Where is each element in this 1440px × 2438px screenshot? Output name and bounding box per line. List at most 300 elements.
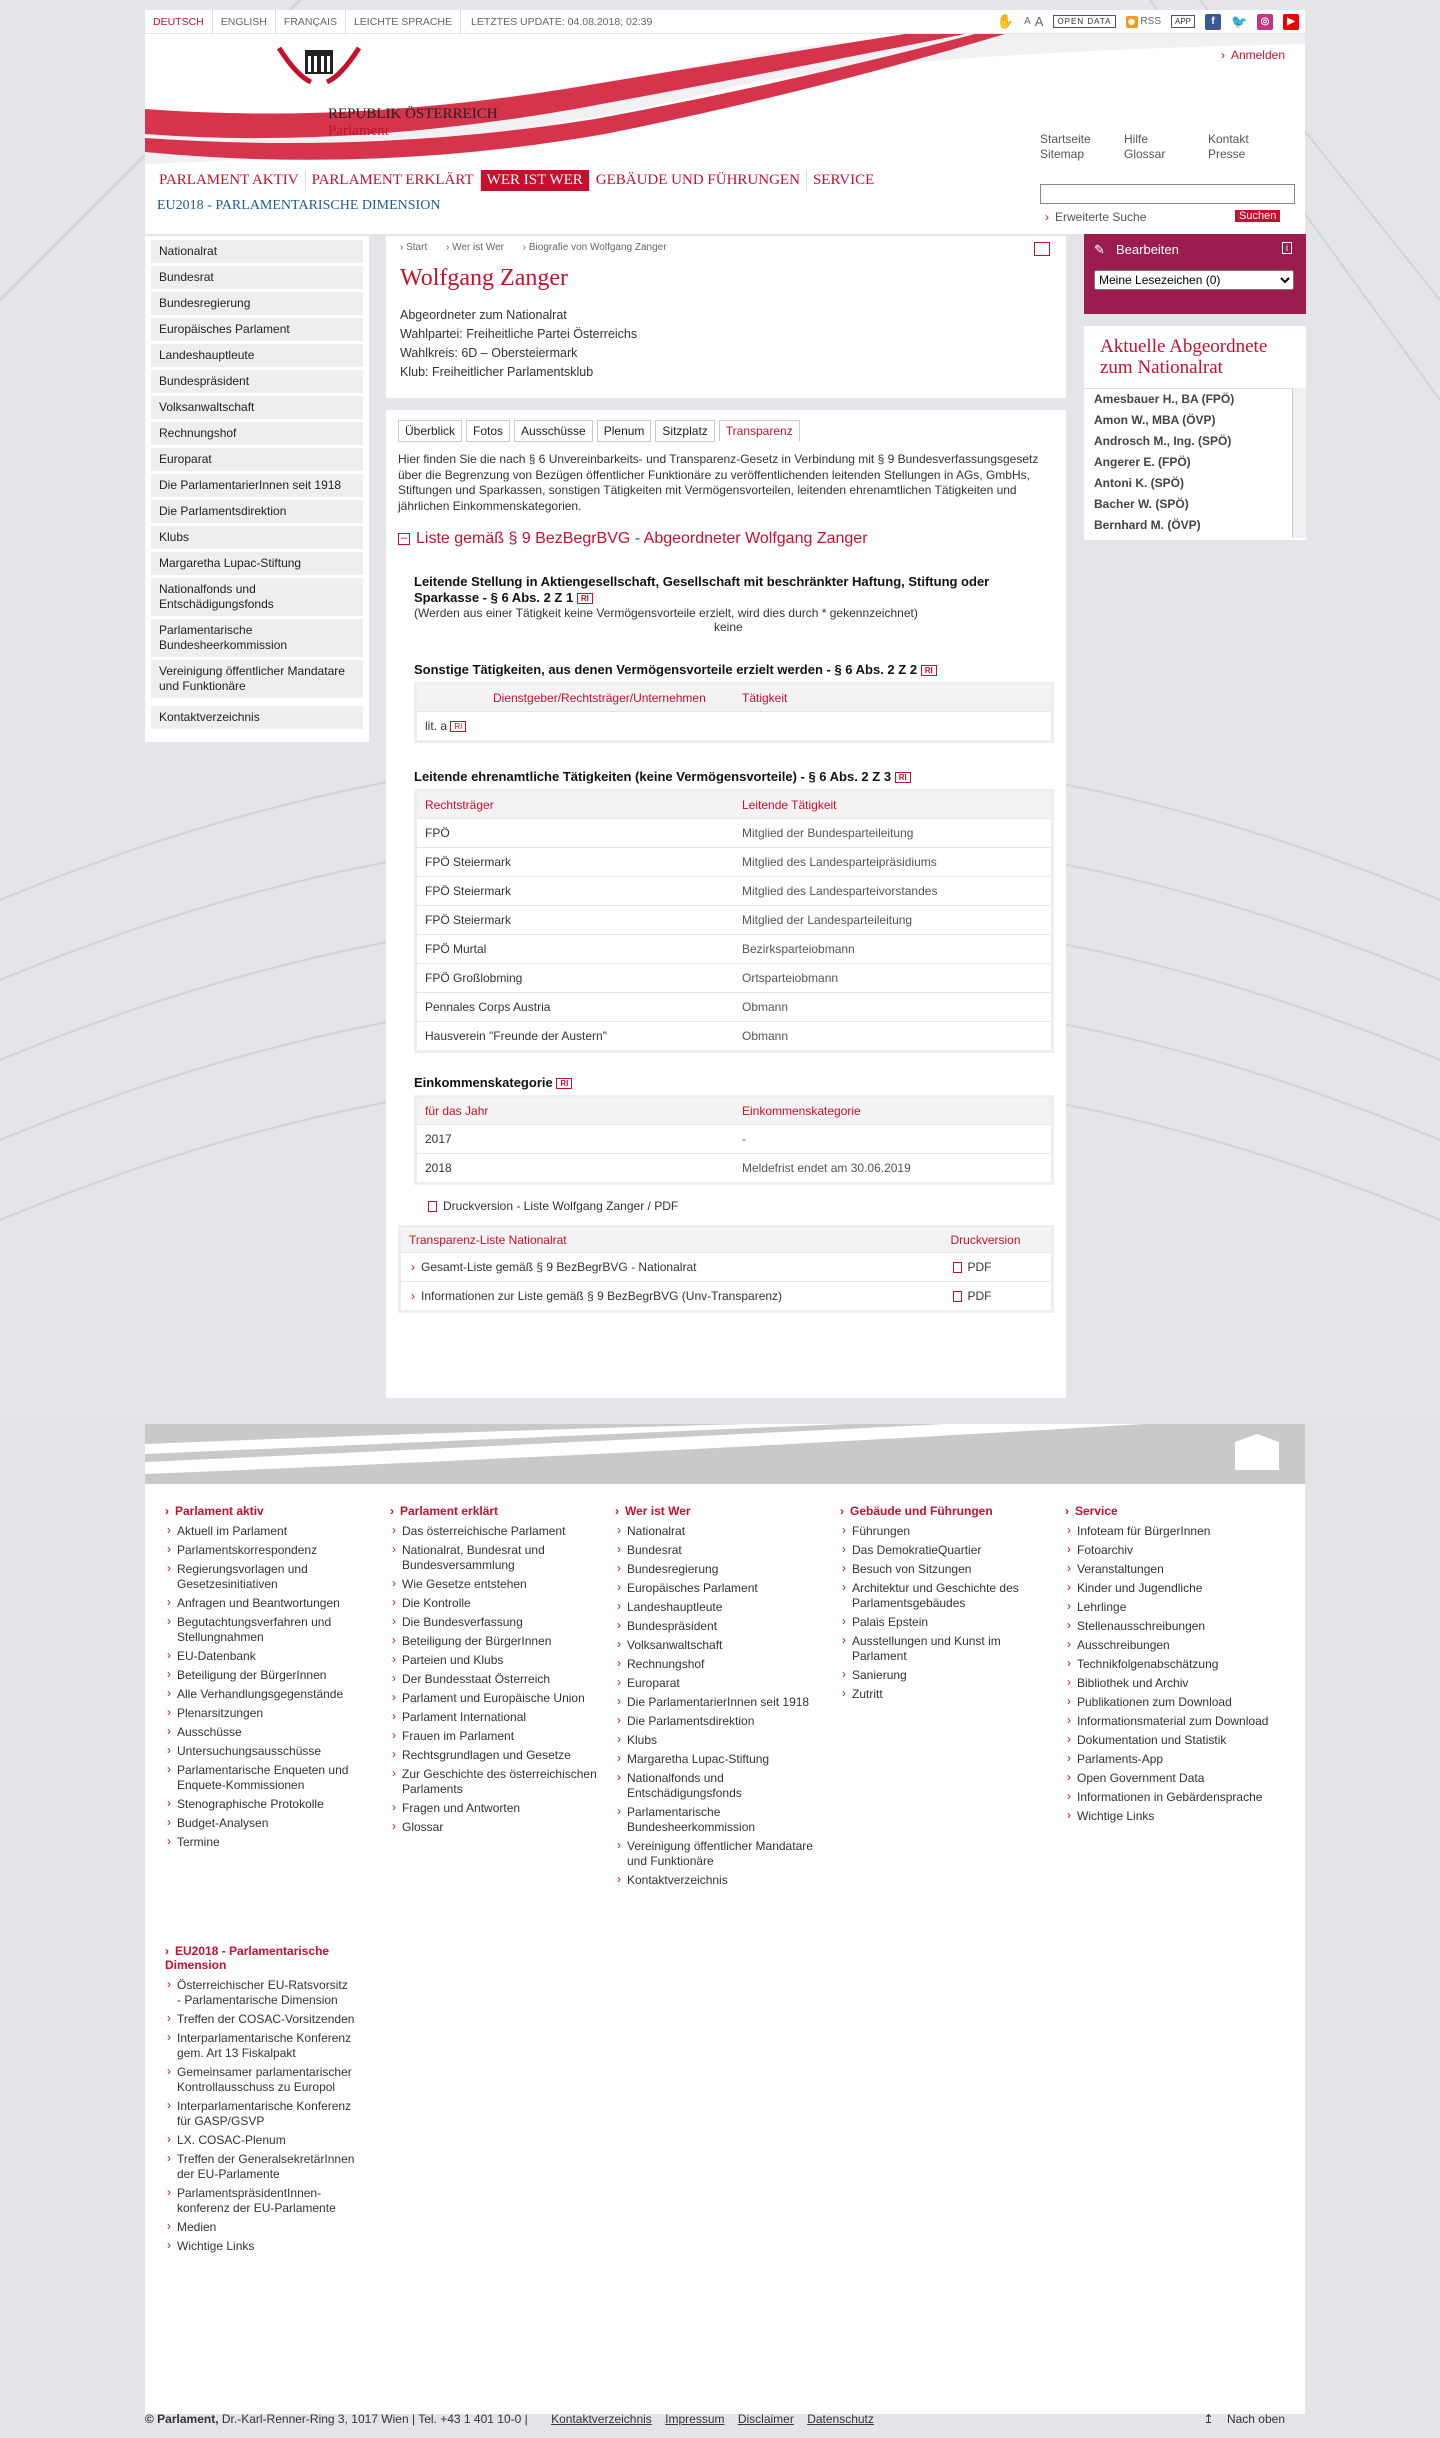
- footer: [145, 1424, 1305, 2414]
- footer-column: [165, 1504, 375, 1854]
- footer-link[interactable]: › Fotoarchiv: [1065, 1543, 1275, 1558]
- footer-link[interactable]: › Bundespräsident: [615, 1619, 825, 1634]
- parliament-logo-icon: [277, 42, 361, 86]
- sec3-title: Leitende ehrenamtliche Tätigkeiten (keine Vermögensvorteile) - § 6 Abs. 2 Z 3: [414, 769, 892, 784]
- pdf-label: PDF: [967, 1289, 992, 1303]
- income-category: Meldefrist endet am 30.06.2019: [734, 1154, 1053, 1184]
- footer-link[interactable]: › Parteien und Klubs: [390, 1653, 600, 1668]
- law-link-icon[interactable]: RI: [556, 1078, 572, 1089]
- footer-link[interactable]: › Glossar: [390, 1820, 600, 1835]
- footer-link[interactable]: › Volksanwaltschaft: [615, 1638, 825, 1653]
- law-link-icon[interactable]: RI: [450, 721, 466, 732]
- facebook-icon[interactable]: f: [1205, 14, 1221, 30]
- sidebar-item[interactable]: Europarat: [151, 448, 363, 471]
- footer-column-heading[interactable]: [615, 1504, 825, 1518]
- main-nav: [153, 170, 880, 191]
- footer-column-heading[interactable]: [165, 1944, 355, 1972]
- copyright-text: © Parlament,: [145, 2412, 219, 2426]
- transparency-row-link[interactable]: [400, 1282, 943, 1312]
- open-data-button[interactable]: OPEN DATA: [1053, 15, 1115, 28]
- col-header: Tätigkeit: [734, 684, 1053, 712]
- arrow-up-icon: ↥: [1203, 2412, 1214, 2426]
- footer-link[interactable]: › Beteiligung der BürgerInnen: [390, 1634, 600, 1649]
- col-header: Rechtsträger: [416, 791, 735, 819]
- member-item[interactable]: Bacher W. (SPÖ): [1094, 497, 1189, 511]
- header-links: [1040, 132, 1292, 162]
- chevron-right-icon: ›: [1220, 48, 1225, 62]
- search-input[interactable]: [1040, 184, 1295, 204]
- rss-link[interactable]: [1126, 15, 1161, 28]
- footer-link[interactable]: › Gemeinsamer parlamentarischer Kontrollausschuss zu Europol: [165, 2065, 355, 2095]
- chevron-right-icon: ›: [615, 1504, 619, 1518]
- link-presse[interactable]: Presse: [1208, 147, 1246, 161]
- footer-heading-label: Service: [1075, 1504, 1118, 1518]
- sec3-table: [414, 789, 1054, 1053]
- footer-link[interactable]: › Parlamentarische Enqueten und Enquete-Kommissionen: [165, 1763, 375, 1793]
- footer-link[interactable]: › Parlamentarische Bundesheerkommission: [615, 1805, 825, 1835]
- table-row: [416, 1154, 1053, 1184]
- section-ehrenamtliche: [414, 769, 1054, 1053]
- advanced-search-link[interactable]: [1045, 210, 1146, 224]
- person-district: Wahlkreis: 6D – Obersteiermark: [400, 346, 578, 360]
- table-row: [416, 712, 1053, 742]
- list-title: Liste gemäß § 9 BezBegrBVG - Abgeordneter Wolfgang Zanger: [416, 530, 868, 547]
- footer-link[interactable]: › Informationsmaterial zum Download: [1065, 1714, 1275, 1729]
- rechtstraeger: FPÖ Großlobming: [416, 964, 735, 993]
- font-small-button[interactable]: A: [1024, 16, 1031, 27]
- bookmarks-panel: [1084, 234, 1306, 314]
- footer-link[interactable]: › Fragen und Antworten: [390, 1801, 600, 1816]
- breadcrumb-current: › Biografie von Wolfgang Zanger: [522, 242, 667, 253]
- row-label: Informationen zur Liste gemäß § 9 BezBegrBVG (Unv-Transparenz): [421, 1289, 783, 1303]
- breadcrumb-start[interactable]: › Start: [400, 242, 428, 253]
- table-row: [416, 935, 1053, 964]
- breadcrumb: [400, 242, 1052, 253]
- footer-link[interactable]: › Rechtsgrundlagen und Gesetze: [390, 1748, 600, 1763]
- person-header-card: [386, 236, 1066, 398]
- sidebar-item[interactable]: Margaretha Lupac-Stiftung: [151, 552, 363, 575]
- rechtstraeger: Pennales Corps Austria: [416, 993, 735, 1022]
- instagram-icon[interactable]: ◎: [1257, 14, 1273, 30]
- footer-bottom-bar: [145, 2412, 1305, 2426]
- taetigkeit: Mitglied des Landesparteipräsidiums: [734, 848, 1053, 877]
- edit-label: Bearbeiten: [1116, 242, 1179, 257]
- footer-link[interactable]: › Beteiligung der BürgerInnen: [165, 1668, 375, 1683]
- footer-column-heading[interactable]: [840, 1504, 1050, 1518]
- footer-link[interactable]: › Technikfolgenabschätzung: [1065, 1657, 1275, 1672]
- footer-link[interactable]: › Interparlamentarische Konferenz für GASP/GSVP: [165, 2099, 355, 2129]
- footer-link[interactable]: › Medien: [165, 2220, 355, 2235]
- footer-link[interactable]: › Treffen der GeneralsekretärInnen der EU-Parlamente: [165, 2152, 355, 2182]
- footer-link[interactable]: › Österreichischer EU-Ratsvorsitz - Parlamentarische Dimension: [165, 1978, 355, 2008]
- law-link-icon[interactable]: RI: [895, 772, 911, 783]
- logo-line-parlament: Parlament: [328, 123, 389, 139]
- main-navigation-area: [145, 164, 1305, 234]
- footer-heading-label: Gebäude und Führungen: [850, 1504, 993, 1518]
- link-glossar[interactable]: Glossar: [1124, 147, 1166, 161]
- footer-link[interactable]: › Termine: [165, 1835, 375, 1850]
- link-disclaimer[interactable]: Disclaimer: [737, 2412, 794, 2426]
- footer-link[interactable]: › Alle Verhandlungsgegenstände: [165, 1687, 375, 1702]
- sidebar-item[interactable]: Volksanwaltschaft: [151, 396, 363, 419]
- nav-parlament-aktiv[interactable]: PARLAMENT AKTIV: [153, 170, 306, 191]
- footer-link[interactable]: › Rechnungshof: [615, 1657, 825, 1672]
- footer-link[interactable]: › Europarat: [615, 1676, 825, 1691]
- app-button[interactable]: APP: [1171, 15, 1195, 28]
- sidebar-item[interactable]: Nationalfonds und Entschädigungsfonds: [151, 578, 363, 616]
- table-row: [416, 848, 1053, 877]
- footer-link[interactable]: › Stellenausschreibungen: [1065, 1619, 1275, 1634]
- breadcrumb-wer-ist-wer[interactable]: › Wer ist Wer: [446, 242, 504, 253]
- sign-language-icon[interactable]: ✋: [996, 13, 1015, 29]
- edit-button[interactable]: [1084, 234, 1306, 265]
- footer-link[interactable]: › Margaretha Lupac-Stiftung: [615, 1752, 825, 1767]
- chevron-right-icon: ›: [411, 1260, 415, 1274]
- section-sonstige-taetigkeiten: [414, 662, 1054, 743]
- sidebar-item[interactable]: Klubs: [151, 526, 363, 549]
- pdf-link[interactable]: [943, 1253, 1053, 1282]
- left-sidebar-nav: [145, 236, 369, 742]
- page-title: Wolfgang Zanger: [400, 265, 568, 291]
- breadcrumb-current-label: Biografie von Wolfgang Zanger: [528, 242, 667, 253]
- footer-link[interactable]: › Palais Epstein: [840, 1615, 1050, 1630]
- footer-heading-label: Wer ist Wer: [625, 1504, 691, 1518]
- person-role: Abgeordneter zum Nationalrat: [400, 308, 567, 322]
- section-title: [414, 574, 1054, 606]
- address: Dr.-Karl-Renner-Ring 3, 1017 Wien | Tel. +43 1 401 10-0 |: [221, 2412, 528, 2426]
- chevron-right-icon: ›: [840, 1504, 844, 1518]
- youtube-icon[interactable]: ▶: [1283, 14, 1299, 30]
- footer-link[interactable]: › EU-Datenbank: [165, 1649, 375, 1664]
- footer-column: [1065, 1504, 1275, 1828]
- pdf-link[interactable]: [943, 1282, 1053, 1312]
- footer-link[interactable]: › Open Government Data: [1065, 1771, 1275, 1786]
- pdf-icon: [428, 1201, 437, 1212]
- tab-plenum[interactable]: Plenum: [597, 420, 652, 442]
- login-link[interactable]: [1221, 48, 1285, 62]
- footer-link[interactable]: › Publikationen zum Download: [1065, 1695, 1275, 1710]
- link-kontakt[interactable]: Kontakt: [1208, 132, 1249, 146]
- sidebar-item[interactable]: Kontaktverzeichnis: [151, 706, 363, 729]
- collapse-icon: –: [398, 533, 410, 545]
- footer-link[interactable]: › Begutachtungsverfahren und Stellungnahmen: [165, 1615, 375, 1645]
- chevron-right-icon: ›: [1045, 210, 1049, 224]
- footer-link[interactable]: › Veranstaltungen: [1065, 1562, 1275, 1577]
- footer-heading-label: Parlament erklärt: [400, 1504, 499, 1518]
- taetigkeit: Obmann: [734, 993, 1053, 1022]
- footer-link[interactable]: › Sanierung: [840, 1668, 1050, 1683]
- breadcrumb-wer-label: Wer ist Wer: [452, 242, 504, 253]
- footer-link[interactable]: › Der Bundesstaat Österreich: [390, 1672, 600, 1687]
- footer-link[interactable]: › Parlament und Europäische Union: [390, 1691, 600, 1706]
- taetigkeit: Mitglied der Landesparteileitung: [734, 906, 1053, 935]
- footer-link[interactable]: › Bundesrat: [615, 1543, 825, 1558]
- edit-icon: ✎: [1094, 242, 1105, 257]
- print-version-link[interactable]: [428, 1199, 1054, 1213]
- footer-column: [840, 1504, 1050, 1706]
- member-item[interactable]: Amesbauer H., BA (FPÖ): [1094, 392, 1235, 406]
- to-top-label: Nach oben: [1226, 2412, 1285, 2426]
- rechtstraeger: FPÖ Steiermark: [416, 848, 735, 877]
- footer-link[interactable]: › Vereinigung öffentlicher Mandatare und Funktionäre: [615, 1839, 825, 1869]
- pdf-icon: [953, 1262, 962, 1273]
- law-link-icon[interactable]: RI: [921, 665, 937, 676]
- lang-english[interactable]: ENGLISH: [213, 10, 276, 34]
- footer-link[interactable]: › Wichtige Links: [165, 2239, 355, 2254]
- chevron-right-icon: ›: [390, 1504, 394, 1518]
- sidebar-item[interactable]: Parlamentarische Bundesheerkommission: [151, 619, 363, 657]
- table-row: [416, 964, 1053, 993]
- chevron-right-icon: ›: [165, 1944, 169, 1958]
- list-toggle[interactable]: [398, 530, 1054, 548]
- footer-link[interactable]: › Nationalrat: [615, 1524, 825, 1539]
- chevron-right-icon: ›: [411, 1289, 415, 1303]
- rechtstraeger: Hausverein "Freunde der Austern": [416, 1022, 735, 1052]
- nav-service[interactable]: SERVICE: [812, 172, 875, 188]
- row-lit-a: lit. a: [425, 719, 448, 733]
- tab-ausschuesse[interactable]: Ausschüsse: [514, 420, 593, 442]
- footer-link[interactable]: › Klubs: [615, 1733, 825, 1748]
- footer-link[interactable]: › Zur Geschichte des österreichischen Parlaments: [390, 1767, 600, 1797]
- rechtstraeger: FPÖ Murtal: [416, 935, 735, 964]
- sidebar-item[interactable]: Rechnungshof: [151, 422, 363, 445]
- breadcrumb-start-label: Start: [406, 242, 428, 253]
- footer-link[interactable]: › Die Parlamentsdirektion: [615, 1714, 825, 1729]
- link-impressum[interactable]: Impressum: [665, 2412, 725, 2426]
- footer-link[interactable]: › Die ParlamentarierInnen seit 1918: [615, 1695, 825, 1710]
- table-row: [416, 819, 1053, 848]
- link-startseite[interactable]: Startseite: [1040, 132, 1091, 146]
- last-update: LETZTES UPDATE: 04.08.2018; 02:39: [471, 15, 653, 28]
- rechtstraeger: FPÖ Steiermark: [416, 877, 735, 906]
- footer-column-heading[interactable]: [390, 1504, 600, 1518]
- footer-link[interactable]: › Bundesregierung: [615, 1562, 825, 1577]
- taetigkeit: Mitglied der Bundesparteileitung: [734, 819, 1053, 848]
- rechtstraeger: FPÖ Steiermark: [416, 906, 735, 935]
- person-party: Wahlpartei: Freiheitliche Partei Österreichs: [400, 327, 638, 341]
- footer-link[interactable]: › Bibliothek und Archiv: [1065, 1676, 1275, 1691]
- footer-link[interactable]: › Budget-Analysen: [165, 1816, 375, 1831]
- member-item[interactable]: Angerer E. (FPÖ): [1094, 455, 1191, 469]
- footer-link[interactable]: › Die Kontrolle: [390, 1596, 600, 1611]
- footer-link[interactable]: › Architektur und Geschichte des Parlamentsgebäudes: [840, 1581, 1050, 1611]
- footer-link[interactable]: › Parlament International: [390, 1710, 600, 1725]
- login-label: Anmelden: [1230, 48, 1285, 62]
- sidebar-item[interactable]: Vereinigung öffentlicher Mandatare und Funktionäre: [151, 660, 363, 698]
- col-header: für das Jahr: [416, 1097, 735, 1125]
- footer-link[interactable]: › Die Bundesverfassung: [390, 1615, 600, 1630]
- footer-link[interactable]: › Ausstellungen und Kunst im Parlament: [840, 1634, 1050, 1664]
- footer-link[interactable]: › Anfragen und Beantwortungen: [165, 1596, 375, 1611]
- table-row: [416, 993, 1053, 1022]
- footer-column: [390, 1504, 600, 1839]
- sidebar-item[interactable]: Europäisches Parlament: [151, 318, 363, 341]
- link-kontaktverzeichnis[interactable]: Kontaktverzeichnis: [551, 2412, 652, 2426]
- col-header: Transparenz-Liste Nationalrat: [400, 1227, 943, 1253]
- sec4-title: Einkommenskategorie: [414, 1075, 553, 1090]
- footer-link[interactable]: › Infoteam für BürgerInnen: [1065, 1524, 1275, 1539]
- table-row: [416, 877, 1053, 906]
- bookmarks-select[interactable]: [1094, 270, 1294, 290]
- intro-text: Hier finden Sie die nach § 6 Unvereinbarkeits- und Transparenz-Gesetz in Verbindung mit § 9 Bundesverfassungsgesetz über die Begrenzung von Bezügen öffentlicher Funktionäre zu veröffentlichenden leitenden Stellungen in AGs, GmbHs, Stiftungen und Sparkassen, sonstigen Tätigkeiten mit Vermögensvorteilen, leitenden ehrenamtlichen Tätigkeiten und jährlichen Einkommenskategorien.: [398, 452, 1039, 513]
- advanced-search-label: Erweiterte Suche: [1055, 210, 1147, 224]
- rss-icon: ◉: [1126, 16, 1138, 28]
- member-item[interactable]: Amon W., MBA (ÖVP): [1094, 413, 1216, 427]
- footer-link[interactable]: › Frauen im Parlament: [390, 1729, 600, 1744]
- print-version-label: Druckversion - Liste Wolfgang Zanger / PDF: [443, 1199, 679, 1213]
- sidebar-item[interactable]: Nationalrat: [151, 240, 363, 263]
- footer-link[interactable]: › Führungen: [840, 1524, 1050, 1539]
- footer-link[interactable]: › Dokumentation und Statistik: [1065, 1733, 1275, 1748]
- logo-text[interactable]: [328, 106, 498, 140]
- tab-transparenz[interactable]: Transparenz: [719, 420, 800, 442]
- chevron-right-icon: ›: [1065, 1504, 1069, 1518]
- top-bar: [145, 10, 1305, 34]
- footer-link[interactable]: › Plenarsitzungen: [165, 1706, 375, 1721]
- member-item[interactable]: Antoni K. (SPÖ): [1094, 476, 1184, 490]
- sec1-value: keine: [714, 620, 743, 634]
- chevron-right-icon: ›: [165, 1504, 169, 1518]
- person-info: [400, 306, 1052, 382]
- law-link-icon[interactable]: RI: [577, 593, 593, 604]
- sidebar-item[interactable]: Die ParlamentarierInnen seit 1918: [151, 474, 363, 497]
- rechtstraeger: FPÖ: [416, 819, 735, 848]
- tab-bar: [398, 420, 1054, 442]
- sidebar-item[interactable]: Die Parlamentsdirektion: [151, 500, 363, 523]
- transparency-row-link[interactable]: [400, 1253, 943, 1282]
- footer-link[interactable]: › Kinder und Jugendliche: [1065, 1581, 1275, 1596]
- col-header: Einkommenskategorie: [734, 1097, 1053, 1125]
- lang-leichte-sprache[interactable]: LEICHTE SPRACHE: [346, 10, 461, 34]
- member-item[interactable]: Androsch M., Ing. (SPÖ): [1094, 434, 1232, 448]
- sec1-title: Leitende Stellung in Aktiengesellschaft, Gesellschaft mit beschränkter Haftung, Stiftung oder Sparkasse - § 6 Abs. 2 Z 1: [414, 574, 990, 605]
- footer-link[interactable]: › Das DemokratieQuartier: [840, 1543, 1050, 1558]
- link-sitemap[interactable]: Sitemap: [1040, 147, 1085, 161]
- pdf-label: PDF: [967, 1260, 992, 1274]
- bookmark-add-icon[interactable]: [1034, 242, 1050, 256]
- font-large-button[interactable]: A: [1034, 14, 1044, 29]
- lang-francais[interactable]: FRANÇAIS: [276, 10, 346, 34]
- sec1-note: (Werden aus einer Tätigkeit keine Vermögensvorteile erzielt, wird dies durch * gekennzeichnet): [414, 606, 918, 620]
- footer-link[interactable]: › Parlamentskorrespondenz: [165, 1543, 375, 1558]
- taetigkeit: Bezirksparteiobmann: [734, 935, 1053, 964]
- sidebar-item[interactable]: Bundespräsident: [151, 370, 363, 393]
- footer-swoosh-graphic: [145, 1424, 1305, 1484]
- footer-link[interactable]: › Europäisches Parlament: [615, 1581, 825, 1596]
- col-header: Leitende Tätigkeit: [734, 791, 1053, 819]
- twitter-icon[interactable]: 🐦: [1231, 13, 1248, 29]
- link-hilfe[interactable]: Hilfe: [1124, 132, 1149, 146]
- taetigkeit: Obmann: [734, 1022, 1053, 1052]
- sec2-table: [414, 682, 1054, 743]
- footer-link[interactable]: › Zutritt: [840, 1687, 1050, 1702]
- footer-link[interactable]: › Interparlamentarische Konferenz gem. Art 13 Fiskalpakt: [165, 2031, 355, 2061]
- members-title: Aktuelle Abgeordnete zum Nationalrat: [1100, 336, 1268, 378]
- sidebar-item[interactable]: Bundesrat: [151, 266, 363, 289]
- table-row: [416, 1022, 1053, 1052]
- footer-link[interactable]: › Treffen der COSAC-Vorsitzenden: [165, 2012, 355, 2027]
- transparency-content: [386, 410, 1066, 1398]
- footer-link[interactable]: › Landeshauptleute: [615, 1600, 825, 1615]
- footer-column: [165, 1944, 355, 2258]
- footer-column-heading[interactable]: [1065, 1504, 1275, 1518]
- header: [145, 34, 1305, 164]
- rss-label: RSS: [1140, 16, 1161, 27]
- taetigkeit: Ortsparteiobmann: [734, 964, 1053, 993]
- footer-link[interactable]: › Das österreichische Parlament: [390, 1524, 600, 1539]
- col-header: Dienstgeber/Rechtsträger/Unternehmen: [416, 684, 735, 712]
- table-row: [416, 906, 1053, 935]
- transparency-list-table: [398, 1225, 1054, 1313]
- footer-link[interactable]: › Parlaments-App: [1065, 1752, 1275, 1767]
- footer-link[interactable]: › Aktuell im Parlament: [165, 1524, 375, 1539]
- nav-parlament-erklaert[interactable]: PARLAMENT ERKLÄRT: [306, 170, 481, 191]
- footer-link[interactable]: › Wie Gesetze entstehen: [390, 1577, 600, 1592]
- member-item[interactable]: Bernhard M. (ÖVP): [1094, 518, 1201, 532]
- footer-column: [615, 1504, 825, 1892]
- current-members-panel: [1084, 326, 1306, 540]
- table-row: [416, 1125, 1053, 1154]
- taetigkeit: Mitglied des Landesparteivorstandes: [734, 877, 1053, 906]
- footer-link[interactable]: › Besuch von Sitzungen: [840, 1562, 1050, 1577]
- footer-column-heading[interactable]: [165, 1504, 375, 1518]
- person-club: Klub: Freiheitlicher Parlamentsklub: [400, 365, 594, 379]
- section-leitende-stellung: [414, 574, 1054, 634]
- tab-ueberblick[interactable]: Überblick: [398, 420, 462, 442]
- footer-link[interactable]: › Nationalrat, Bundesrat und Bundesversammlung: [390, 1543, 600, 1573]
- col-header: Druckversion: [943, 1227, 1053, 1253]
- copyright: [145, 2412, 538, 2426]
- footer-link[interactable]: › Wichtige Links: [1065, 1809, 1275, 1824]
- sidebar-item[interactable]: Bundesregierung: [151, 292, 363, 315]
- footer-link[interactable]: › Ausschreibungen: [1065, 1638, 1275, 1653]
- section-einkommen: [414, 1075, 1054, 1185]
- footer-link[interactable]: › Lehrlinge: [1065, 1600, 1275, 1615]
- search-button[interactable]: Suchen: [1235, 210, 1280, 222]
- sec4-table: [414, 1095, 1054, 1185]
- footer-link[interactable]: › Kontaktverzeichnis: [615, 1873, 825, 1888]
- footer-link[interactable]: › Ausschüsse: [165, 1725, 375, 1740]
- income-category: -: [734, 1125, 1053, 1154]
- info-icon[interactable]: i: [1282, 242, 1292, 254]
- to-top-link[interactable]: [1204, 2412, 1295, 2426]
- tab-sitzplatz[interactable]: Sitzplatz: [655, 420, 714, 442]
- footer-heading-label: Parlament aktiv: [175, 1504, 264, 1518]
- footer-link[interactable]: › Nationalfonds und Entschädigungsfonds: [615, 1771, 825, 1801]
- tab-fotos[interactable]: Fotos: [466, 420, 510, 442]
- footer-link[interactable]: › Untersuchungsausschüsse: [165, 1744, 375, 1759]
- lang-deutsch[interactable]: DEUTSCH: [145, 10, 213, 34]
- pdf-icon: [953, 1291, 962, 1302]
- row-label: Gesamt-Liste gemäß § 9 BezBegrBVG - Nationalrat: [421, 1260, 697, 1274]
- footer-link[interactable]: › Stenographische Protokolle: [165, 1797, 375, 1812]
- sidebar-item[interactable]: Landeshauptleute: [151, 344, 363, 367]
- year: 2017: [416, 1125, 735, 1154]
- nav-gebaeude-fuehrungen[interactable]: GEBÄUDE UND FÜHRUNGEN: [590, 170, 807, 191]
- members-list: [1084, 388, 1306, 538]
- scrollbar[interactable]: [1292, 388, 1306, 538]
- footer-link[interactable]: › Informationen in Gebärdensprache: [1065, 1790, 1275, 1805]
- footer-link[interactable]: › ParlamentspräsidentInnen-konferenz der EU-Parlamente: [165, 2186, 355, 2216]
- nav-wer-ist-wer[interactable]: WER IST WER: [481, 170, 590, 191]
- nav-eu2018[interactable]: EU2018 - PARLAMENTARISCHE DIMENSION: [157, 198, 441, 213]
- footer-link[interactable]: › Regierungsvorlagen und Gesetzesinitiativen: [165, 1562, 375, 1592]
- footer-link[interactable]: › LX. COSAC-Plenum: [165, 2133, 355, 2148]
- sec2-title: Sonstige Tätigkeiten, aus denen Vermögensvorteile erzielt werden - § 6 Abs. 2 Z 2: [414, 662, 918, 677]
- link-datenschutz[interactable]: Datenschutz: [807, 2412, 874, 2426]
- footer-heading-label: EU2018 - Parlamentarische Dimension: [165, 1944, 330, 1972]
- year: 2018: [416, 1154, 735, 1184]
